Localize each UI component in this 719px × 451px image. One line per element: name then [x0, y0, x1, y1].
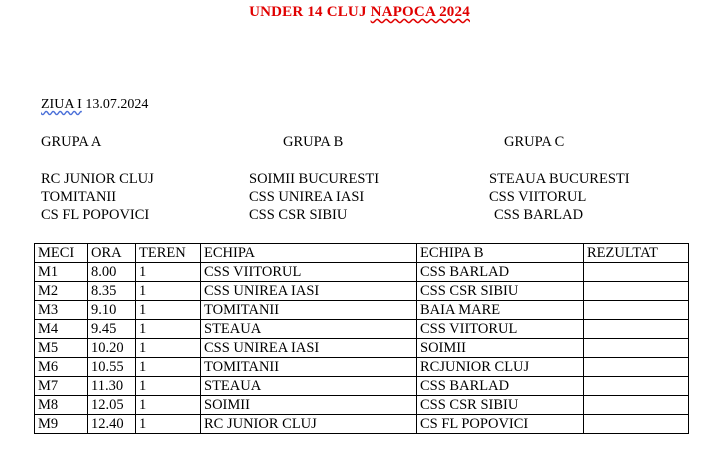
cell-rezultat — [584, 377, 689, 396]
group-b-team: SOIMII BUCURESTI — [249, 171, 380, 187]
cell-ora: 12.05 — [88, 396, 136, 415]
schedule-table — [34, 243, 689, 434]
cell-echipa-b: CSS BARLAD — [417, 377, 584, 396]
cell-rezultat — [584, 415, 689, 434]
table-header-row — [35, 244, 689, 263]
cell-ora: 8.35 — [88, 282, 136, 301]
cell-rezultat — [584, 358, 689, 377]
cell-echipa: STEAUA — [201, 377, 417, 396]
cell-ora: 9.10 — [88, 301, 136, 320]
cell-ora: 12.40 — [88, 415, 136, 434]
table-row — [35, 396, 689, 415]
cell-echipa: CSS UNIREA IASI — [201, 282, 417, 301]
header-ora: ORA — [88, 244, 136, 263]
cell-echipa: TOMITANII — [201, 358, 417, 377]
cell-ora: 11.30 — [88, 377, 136, 396]
cell-echipa: TOMITANII — [201, 301, 417, 320]
cell-rezultat — [584, 263, 689, 282]
group-b-heading: GRUPA B — [283, 134, 344, 150]
table-row — [35, 415, 689, 434]
cell-teren: 1 — [136, 282, 201, 301]
table-row — [35, 377, 689, 396]
cell-teren: 1 — [136, 377, 201, 396]
cell-echipa-b: SOIMII — [417, 339, 584, 358]
title-main: UNDER 14 CLUJ — [249, 4, 371, 20]
cell-teren: 1 — [136, 339, 201, 358]
document-title — [0, 4, 719, 21]
group-b-team: CSS CSR SIBIU — [249, 207, 348, 223]
cell-meci: M9 — [35, 415, 88, 434]
cell-echipa-b: CSS VIITORUL — [417, 320, 584, 339]
cell-ora: 9.45 — [88, 320, 136, 339]
table-row — [35, 282, 689, 301]
group-c-team: STEAUA BUCURESTI — [489, 171, 630, 187]
group-c-team: CSS VIITORUL — [489, 189, 587, 205]
cell-meci: M6 — [35, 358, 88, 377]
group-a-heading: GRUPA A — [41, 134, 102, 150]
cell-teren: 1 — [136, 396, 201, 415]
cell-teren: 1 — [136, 263, 201, 282]
day-label: ZIUA I — [41, 97, 82, 112]
cell-rezultat — [584, 301, 689, 320]
cell-teren: 1 — [136, 301, 201, 320]
cell-echipa: STEAUA — [201, 320, 417, 339]
table-row — [35, 320, 689, 339]
table-row — [35, 263, 689, 282]
cell-meci: M1 — [35, 263, 88, 282]
cell-echipa: CSS VIITORUL — [201, 263, 417, 282]
cell-meci: M2 — [35, 282, 88, 301]
cell-echipa-b: RCJUNIOR CLUJ — [417, 358, 584, 377]
group-a-team: CS FL POPOVICI — [41, 207, 150, 223]
header-echipa-b: ECHIPA B — [417, 244, 584, 263]
cell-ora: 10.55 — [88, 358, 136, 377]
cell-rezultat — [584, 320, 689, 339]
cell-rezultat — [584, 396, 689, 415]
cell-ora: 10.20 — [88, 339, 136, 358]
cell-echipa-b: CSS BARLAD — [417, 263, 584, 282]
header-meci: MECI — [35, 244, 88, 263]
group-c-team: CSS BARLAD — [494, 207, 584, 223]
table-row — [35, 301, 689, 320]
cell-teren: 1 — [136, 415, 201, 434]
cell-meci: M8 — [35, 396, 88, 415]
header-teren: TEREN — [136, 244, 201, 263]
cell-echipa: SOIMII — [201, 396, 417, 415]
cell-teren: 1 — [136, 320, 201, 339]
header-echipa: ECHIPA — [201, 244, 417, 263]
cell-teren: 1 — [136, 358, 201, 377]
cell-echipa-b: CSS CSR SIBIU — [417, 282, 584, 301]
cell-meci: M5 — [35, 339, 88, 358]
cell-ora: 8.00 — [88, 263, 136, 282]
cell-rezultat — [584, 339, 689, 358]
cell-echipa-b: BAIA MARE — [417, 301, 584, 320]
cell-echipa: CSS UNIREA IASI — [201, 339, 417, 358]
day-date: 13.07.2024 — [81, 97, 149, 112]
day-heading — [41, 97, 148, 113]
cell-rezultat — [584, 282, 689, 301]
cell-echipa: RC JUNIOR CLUJ — [201, 415, 417, 434]
cell-echipa-b: CSS CSR SIBIU — [417, 396, 584, 415]
cell-meci: M3 — [35, 301, 88, 320]
cell-echipa-b: CS FL POPOVICI — [417, 415, 584, 434]
cell-meci: M7 — [35, 377, 88, 396]
group-b-team: CSS UNIREA IASI — [249, 189, 365, 205]
group-a-team: RC JUNIOR CLUJ — [41, 171, 154, 187]
table-row — [35, 358, 689, 377]
header-rezultat: REZULTAT — [584, 244, 689, 263]
table-row — [35, 339, 689, 358]
title-underlined: NAPOCA 2024 — [370, 4, 470, 20]
cell-meci: M4 — [35, 320, 88, 339]
group-c-heading: GRUPA C — [504, 134, 565, 150]
group-a-team: TOMITANII — [41, 189, 117, 205]
